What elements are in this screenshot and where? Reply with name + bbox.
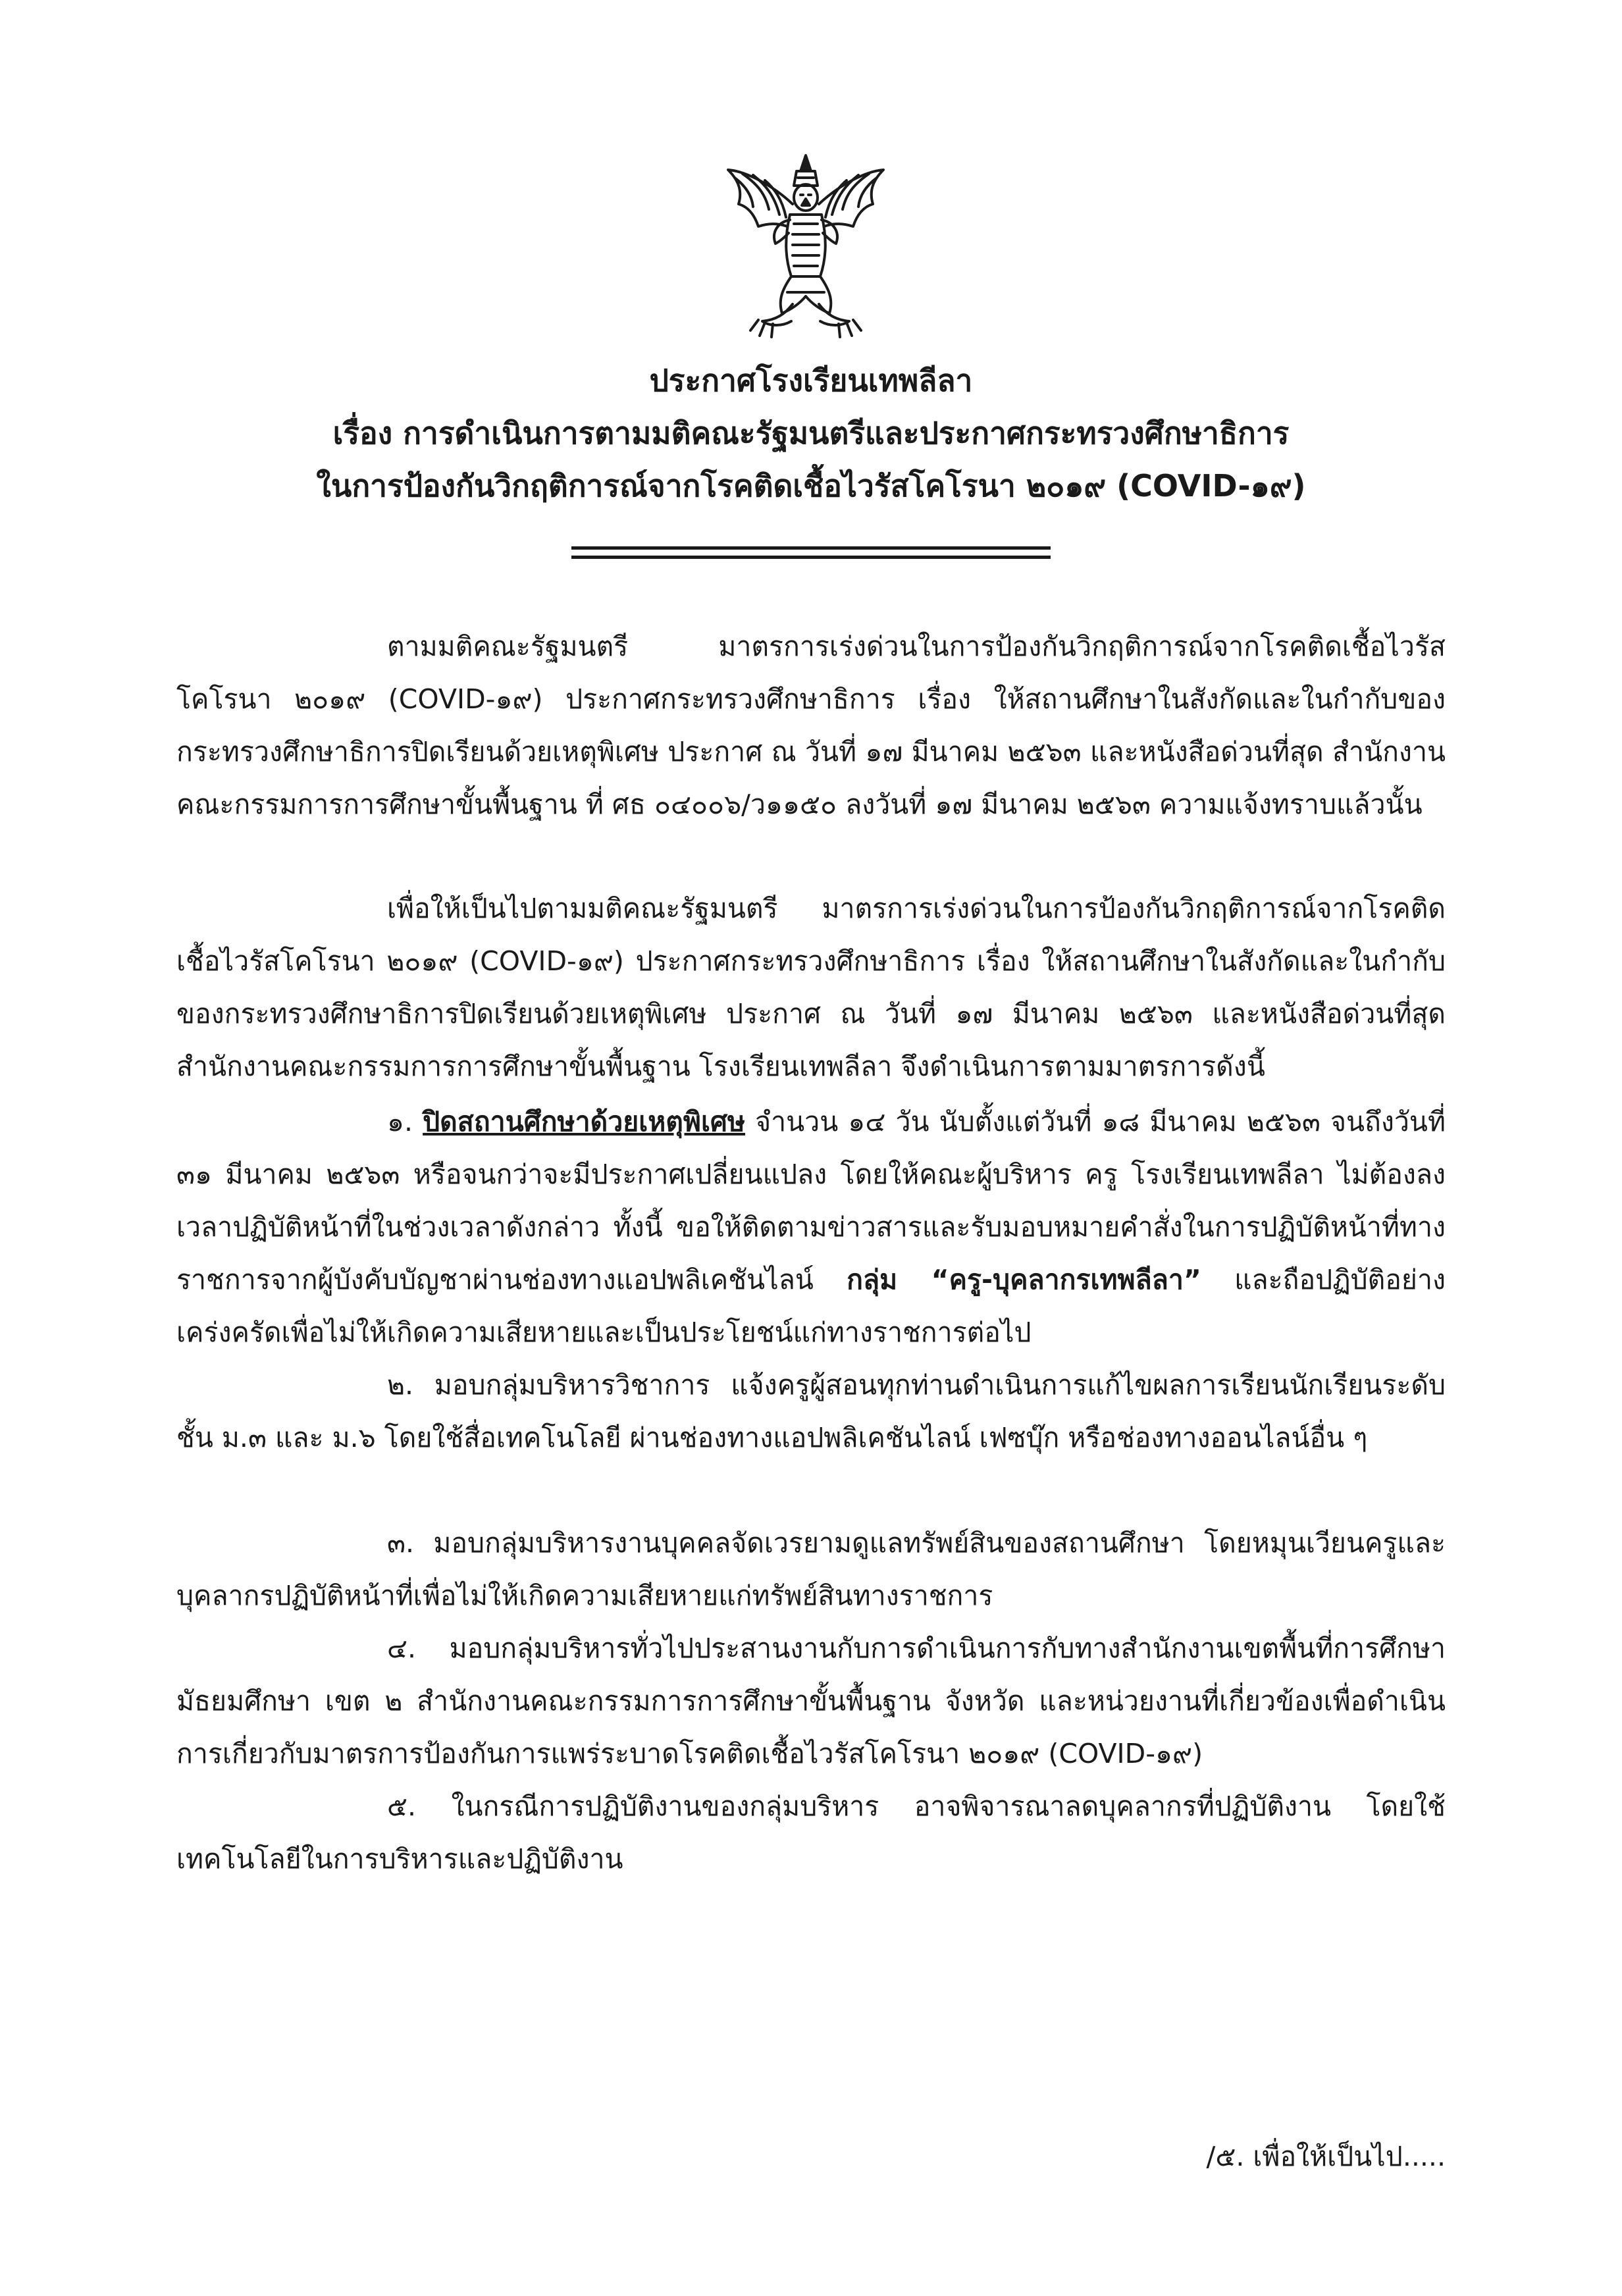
measure-item-1: [176, 1095, 1446, 1359]
measure-item-number: ๔.: [387, 1632, 417, 1664]
body-paragraph-2: เพื่อให้เป็นไปตามมติคณะรัฐมนตรี มาตรการเร่งด่วนในการป้องกันวิกฤติการณ์จากโรคติดเชื้อไวรัสโคโรนา ๒๐๑๙ (COVID-๑๙) ประกาศกระทรวงศึกษาธิการ เรื่อง ให้สถานศึกษาในสังกัดและในกำกับของกระทรวงศึกษาธิการปิดเรียนด้วยเหตุพิเศษ ประกาศ ณ วันที่ ๑๗ มีนาคม ๒๕๖๓ และหนังสือด่วนที่สุด สำนักงานคณะกรรมการการศึกษาขั้นพื้นฐาน โรงเรียนเทพลีลา จึงดำเนินการตามมาตรการดังนี้: [176, 893, 1446, 1082]
measure-item-3: [176, 1517, 1446, 1622]
line-group-name: กลุ่ม “ครู-บุคลากรเทพลีลา”: [847, 1264, 1201, 1295]
measure-item-number: ๒.: [387, 1369, 414, 1401]
announcement-subject-continued: ในการป้องกันวิกฤติการณ์จากโรคติดเชื้อไวรัสโคโรนา ๒๐๑๙ (COVID-๑๙): [316, 468, 1306, 504]
measure-item-2: [176, 1359, 1446, 1464]
double-rule-top: [571, 546, 1051, 550]
measure-item-4: [176, 1622, 1446, 1780]
measure-item-text: ในกรณีการปฏิบัติงานของกลุ่มบริหาร อาจพิจารณาลดบุคลากรที่ปฏิบัติงาน โดยใช้เทคโนโลยีในการบริหารและปฏิบัติงาน: [176, 1790, 1446, 1875]
measure-item-text: มอบกลุ่มบริหารวิชาการ แจ้งครูผู้สอนทุกท่านดำเนินการแก้ไขผลการเรียนนักเรียนระดับชั้น ม.๓ และ ม.๖ โดยใช้สื่อเทคโนโลยี ผ่านช่องทางแอปพลิเคชันไลน์ เฟซบุ๊ก หรือช่องทางออนไลน์อื่น ๆ: [176, 1369, 1446, 1453]
measure-item-text: มอบกลุ่มบริหารทั่วไปประสานงานกับการดำเนินการกับทางสำนักงานเขตพื้นที่การศึกษามัธยมศึกษา เขต ๒ สำนักงานคณะกรรมการการศึกษาขั้นพื้นฐาน จังหวัด และหน่วยงานที่เกี่ยวข้องเพื่อดำเนินการเกี่ยวกับมาตรการป้องกันการแพร่ระบาดโรคติดเชื้อไวรัสโคโรนา ๒๐๑๙ (COVID-๑๙): [176, 1632, 1446, 1769]
measure-item-5: [176, 1780, 1446, 1885]
announcement-heading: ประกาศโรงเรียนเทพลีลา: [649, 363, 973, 398]
double-rule-bottom: [571, 556, 1051, 559]
measure-item-text: และถือปฏิบัติอย่างเคร่งครัดเพื่อไม่ให้เกิดความเสียหายและเป็นประโยชน์แก่ทางราชการต่อไป: [176, 1264, 1446, 1348]
measure-item-title: ปิดสถานศึกษาด้วยเหตุพิเศษ: [423, 1106, 746, 1137]
body-paragraph-1: ตามมติคณะรัฐมนตรี มาตรการเร่งด่วนในการป้องกันวิกฤติการณ์จากโรคติดเชื้อไวรัสโคโรนา ๒๐๑๙ (COVID-๑๙) ประกาศกระทรวงศึกษาธิการ เรื่อง ให้สถานศึกษาในสังกัดและในกำกับของกระทรวงศึกษาธิการปิดเรียนด้วยเหตุพิเศษ ประกาศ ณ วันที่ ๑๗ มีนาคม ๒๕๖๓ และหนังสือด่วนที่สุด สำนักงานคณะกรรมการการศึกษาขั้นพื้นฐาน ที่ ศธ ๐๔๐๐๖/ว๑๑๕๐ ลงวันที่ ๑๗ มีนาคม ๒๕๖๓ ความแจ้งทราบแล้วนั้น: [176, 631, 1446, 820]
measure-item-number: ๕.: [387, 1790, 417, 1822]
garuda-emblem-icon: [719, 151, 893, 342]
page-continuation-note: /๕. เพื่อให้เป็นไป.....: [1206, 2141, 1446, 2172]
measure-item-number: ๓.: [387, 1527, 415, 1559]
measure-item-text: จำนวน ๑๔ วัน นับตั้งแต่วันที่ ๑๘ มีนาคม ๒๕๖๓ จนถึงวันที่ ๓๑ มีนาคม ๒๕๖๓ หรือจนกว่าจะมีประกาศเปลี่ยนแปลง โดยให้คณะผู้บริหาร ครู โรงเรียนเทพลีลา ไม่ต้องลงเวลาปฏิบัติหน้าที่ในช่วงเวลาดังกล่าว ทั้งนี้ ขอให้ติดตามข่าวสารและรับมอบหมายคำสั่งในการปฏิบัติหน้าที่ทางราชการจากผู้บังคับบัญชาผ่านช่องทางแอปพลิเคชันไลน์: [176, 1106, 1446, 1295]
announcement-subject: เรื่อง การดำเนินการตามมติคณะรัฐมนตรีและประกาศกระทรวงศึกษาธิการ: [332, 415, 1290, 451]
measure-item-number: ๑.: [387, 1106, 413, 1137]
measure-item-text: มอบกลุ่มบริหารงานบุคคลจัดเวรยามดูแลทรัพย์สินของสถานศึกษา โดยหมุนเวียนครูและบุคลากรปฏิบัติหน้าที่เพื่อไม่ให้เกิดความเสียหายแก่ทรัพย์สินทางราชการ: [176, 1527, 1446, 1611]
